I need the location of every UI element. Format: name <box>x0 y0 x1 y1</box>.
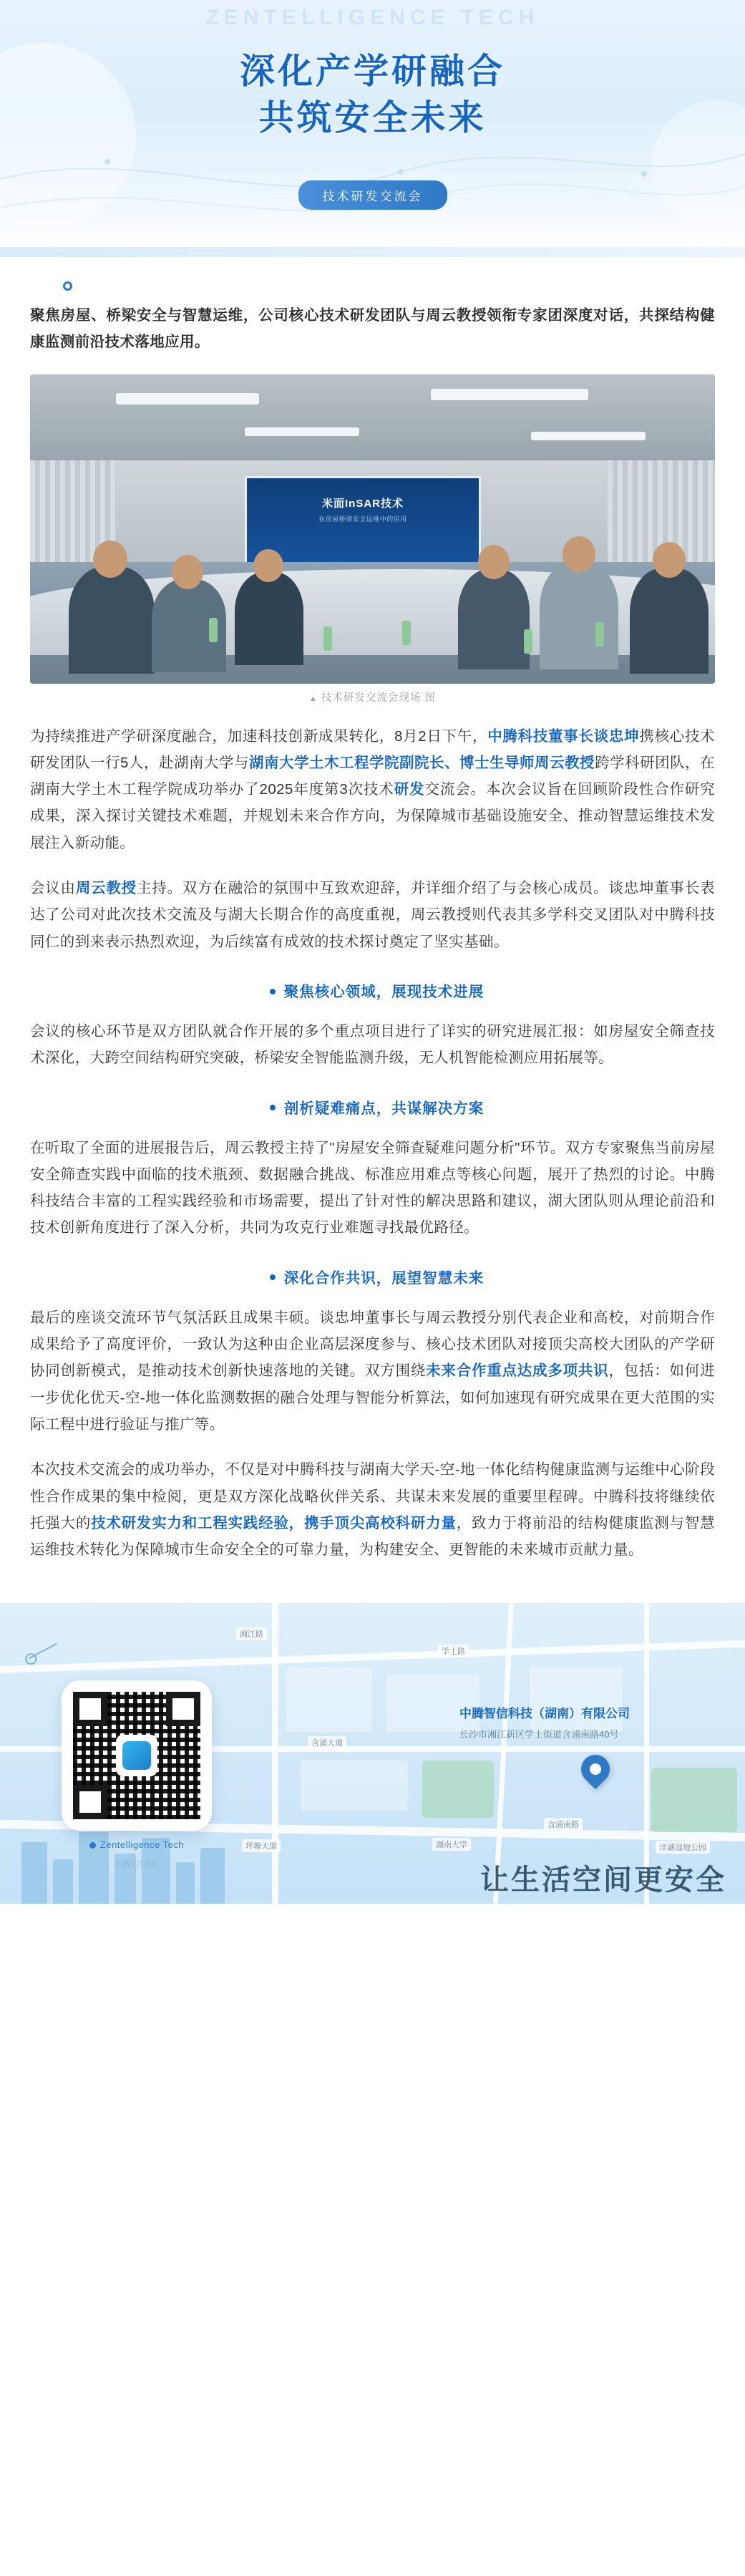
p1-seg-2: 携核心技术研发团队一行5人，赴湖南大学与 <box>30 727 716 771</box>
section-heading-3 <box>30 1266 715 1287</box>
p5-seg-2: ，包括：如何进一步优化优天-空-地一体化监测数据的融合处理与智能分析算法，如何加速现有研究成果在更大范围的实际工程中进行验证与推广等。 <box>30 1362 715 1433</box>
qr-finder-top-left <box>73 1692 107 1726</box>
photo-person <box>235 572 303 665</box>
section-dot-icon <box>270 989 276 994</box>
section-heading-2 <box>30 1096 715 1118</box>
qr-logo-mark-icon <box>122 1741 151 1770</box>
hero-divider <box>0 247 745 257</box>
map-block <box>301 1761 408 1811</box>
section-heading-1-text: 聚焦核心领域，展现技术进展 <box>283 983 485 1000</box>
photo-person <box>540 562 618 669</box>
hero-title-group <box>0 49 745 141</box>
photo-ceiling-light <box>116 393 259 405</box>
qr-finder-top-right <box>166 1692 200 1726</box>
map-label-5: 坪塘大道 <box>242 1839 281 1852</box>
map-label-1: 学士路 <box>438 1645 469 1657</box>
article-paragraph-3: 会议的核心环节是双方团队就合作开展的多个重点项目进行了详实的研究进展汇报：如房屋安全筛查技术深化，大跨空间结构研究突破，桥梁安全智能监测升级，无人机智能检测应用拓展等。 <box>30 1022 715 1067</box>
photo-water-bottle <box>323 626 332 651</box>
qr-sub-label: 扫描关注我们 <box>115 1861 158 1869</box>
hero-banner <box>0 0 745 247</box>
hero-title-line-1: 深化产学研融合 <box>239 52 505 91</box>
p5-seg-0: 最后的座谈交流环节气氛活跃且成果丰硕。谈忠坤董事长与周云教授分别代表企业和高校，对前期合作成果给予了高度评价，一致认为这种由企业高层深度参与、核心技术团队对接顶尖高校大团队的产学研协同创新模式，是推动技术创新快速落地的关键。双方围绕 <box>30 1309 715 1380</box>
company-address: 长沙市湘江新区学士街道含浦南路40号 <box>459 1729 619 1740</box>
map-label-3: 含浦南路 <box>544 1818 583 1831</box>
photo-caption-text: 技术研发交流会现场 图 <box>321 692 436 704</box>
photo-person-head <box>172 555 203 589</box>
article-paragraph-6 <box>30 1456 715 1563</box>
section-dot-icon <box>270 1274 276 1280</box>
photo-person-head <box>563 536 595 572</box>
photo-person <box>630 568 709 674</box>
caption-marker-icon: ▲ <box>309 694 318 703</box>
qr-logo-badge <box>116 1735 157 1776</box>
company-info-card <box>459 1703 710 1740</box>
photo-caption-row <box>30 689 715 704</box>
photo-ceiling <box>30 374 715 460</box>
p1-seg-0: 为持续推进产学研深度融合，加速科技创新成果转化，8月2日下午， <box>30 727 488 745</box>
section-heading-2-text: 剖析疑难痛点，共谋解决方案 <box>283 1100 485 1117</box>
bullet-dot-icon <box>63 281 72 291</box>
p2-seg-2: 主持。双方在融洽的氛围中互致欢迎辞，并详细介绍了与会核心成员。谈忠坤董事长表达了公司对此次技术交流及与湖大长期合作的高度重视，周云教授则代表其多学科交叉团队对中腾科技同仁的到来表示热烈欢迎，为后续富有成效的技术探讨奠定了坚实基础。 <box>30 880 715 950</box>
p1-highlight-5: 研发 <box>394 781 425 798</box>
article-paragraph-2 <box>30 875 715 955</box>
p2-seg-0: 会议由 <box>30 880 76 897</box>
photo-person-head <box>253 549 283 582</box>
skyline-building <box>200 1848 225 1904</box>
photo-person <box>458 569 530 669</box>
photo-water-bottle <box>402 621 411 645</box>
photo-person-head <box>653 542 686 578</box>
map-green-area <box>422 1761 494 1818</box>
hero-badge-group <box>0 180 745 210</box>
photo-screen-subtitle: 在房屋桥梁安全运维中的应用 <box>318 515 407 523</box>
qr-finder-bottom-left <box>73 1785 107 1819</box>
qr-code-card[interactable] <box>62 1680 212 1831</box>
meeting-photo <box>30 374 715 684</box>
photo-projection-screen <box>245 476 481 568</box>
photo-water-bottle <box>524 629 532 654</box>
section-dot-icon <box>270 1105 276 1110</box>
photo-person-head <box>478 545 510 579</box>
map-label-0: 湘江路 <box>236 1627 267 1640</box>
photo-ceiling-light <box>431 389 588 400</box>
photo-person-head <box>93 541 127 578</box>
map-label-6: 湖南大学 <box>432 1838 471 1851</box>
qr-code-image <box>73 1692 200 1819</box>
p2-highlight-1: 周云教授 <box>75 880 137 897</box>
p6-seg-2: ，致力于将前沿的结构健康监测与智慧运维技术转化为保障城市生命安全全的可靠力量，为构建安全、更智能的未来城市贡献力量。 <box>30 1514 715 1559</box>
p1-seg-6: 交流会。本次会议旨在回顾阶段性合作研究成果，深入探讨关键技术难题，并规划未来合作方向，为保障城市基础设施安全、推动智慧运维技术发展注入新动能。 <box>30 781 715 851</box>
skyline-building <box>21 1842 47 1904</box>
article-paragraph-1 <box>30 723 715 856</box>
footer-contact-block <box>0 1603 745 1904</box>
map-label-4: 洋湖湿地公园 <box>656 1841 710 1854</box>
hero-watermark-text: ZENTELLIGENCE TECH <box>205 6 540 29</box>
photo-ceiling-light <box>245 427 359 436</box>
drone-icon <box>29 1643 57 1659</box>
article-paragraph-4: 在听取了全面的进展报告后，周云教授主持了"房屋安全筛查疑难问题分析"环节。双方专家聚焦当前房屋安全筛查实践中面临的技术瓶颈、数据融合挑战、标准应用难点等核心问题，展开了热烈的讨论。中腾科技结合丰富的工程实践经验和市场需要，提出了针对性的解决思路和建议，湖大团队则从理论前沿和技术创新角度进行了深入分析，共同为攻克行业难题寻找最优路径。 <box>30 1139 715 1236</box>
photo-water-bottle <box>595 622 604 647</box>
footer-slogan: 让生活空间更安全 <box>480 1864 726 1897</box>
article-body <box>0 257 745 1589</box>
qr-brand-label <box>62 1839 212 1850</box>
hero-title-line-2: 共筑安全未来 <box>258 98 487 137</box>
p6-highlight-1: 技术研发实力和工程实践经验，携手顶尖高校科研力量 <box>91 1514 457 1531</box>
p1-highlight-3: 湖南大学土木工程学院副院长、博士生导师周云教授 <box>248 754 595 771</box>
section-heading-3-text: 深化合作共识，展望智慧未来 <box>283 1269 485 1287</box>
photo-person <box>69 566 155 674</box>
p6-seg-0: 本次技术交流会的成功举办，不仅是对中腾科技与湖南大学天-空-地一体化结构健康监测与运维中心阶段性合作成果的集中检阅，更是双方深化战略伙伴关系、共谋未来发展的重要里程碑。中腾科技将继续依托强大的 <box>30 1461 715 1531</box>
map-location-pin-icon <box>575 1749 616 1790</box>
p1-seg-4: 跨学科研团队，在湖南大学土木工程学院成功举办了2025年度第3次技术 <box>30 754 716 798</box>
company-name: 中腾智信科技（湖南）有限公司 <box>459 1707 630 1721</box>
qr-brand-text: Zentelligence Tech <box>99 1839 185 1851</box>
p5-highlight-1: 未来合作重点达成多项共识 <box>426 1362 609 1380</box>
photo-water-bottle <box>209 618 218 642</box>
photo-screen-title: 米面InSAR技术 <box>321 497 404 510</box>
map-label-2: 含浦大道 <box>308 1736 346 1749</box>
map-block <box>286 1667 372 1732</box>
article-paragraph-5 <box>30 1304 715 1438</box>
section-heading-1 <box>30 979 715 1001</box>
article-lead-paragraph: 聚焦房屋、桥梁安全与智慧运维，公司核心技术研发团队与周云教授领衔专家团深度对话，共探结构健康监测前沿技术落地应用。 <box>30 307 715 351</box>
hero-subtitle-badge: 技术研发交流会 <box>298 180 447 210</box>
photo-ceiling-light <box>531 432 646 440</box>
map-road <box>0 1640 745 1673</box>
p1-highlight-1: 中腾科技董事长谈忠坤 <box>487 727 640 745</box>
brand-dot-icon <box>89 1842 96 1849</box>
